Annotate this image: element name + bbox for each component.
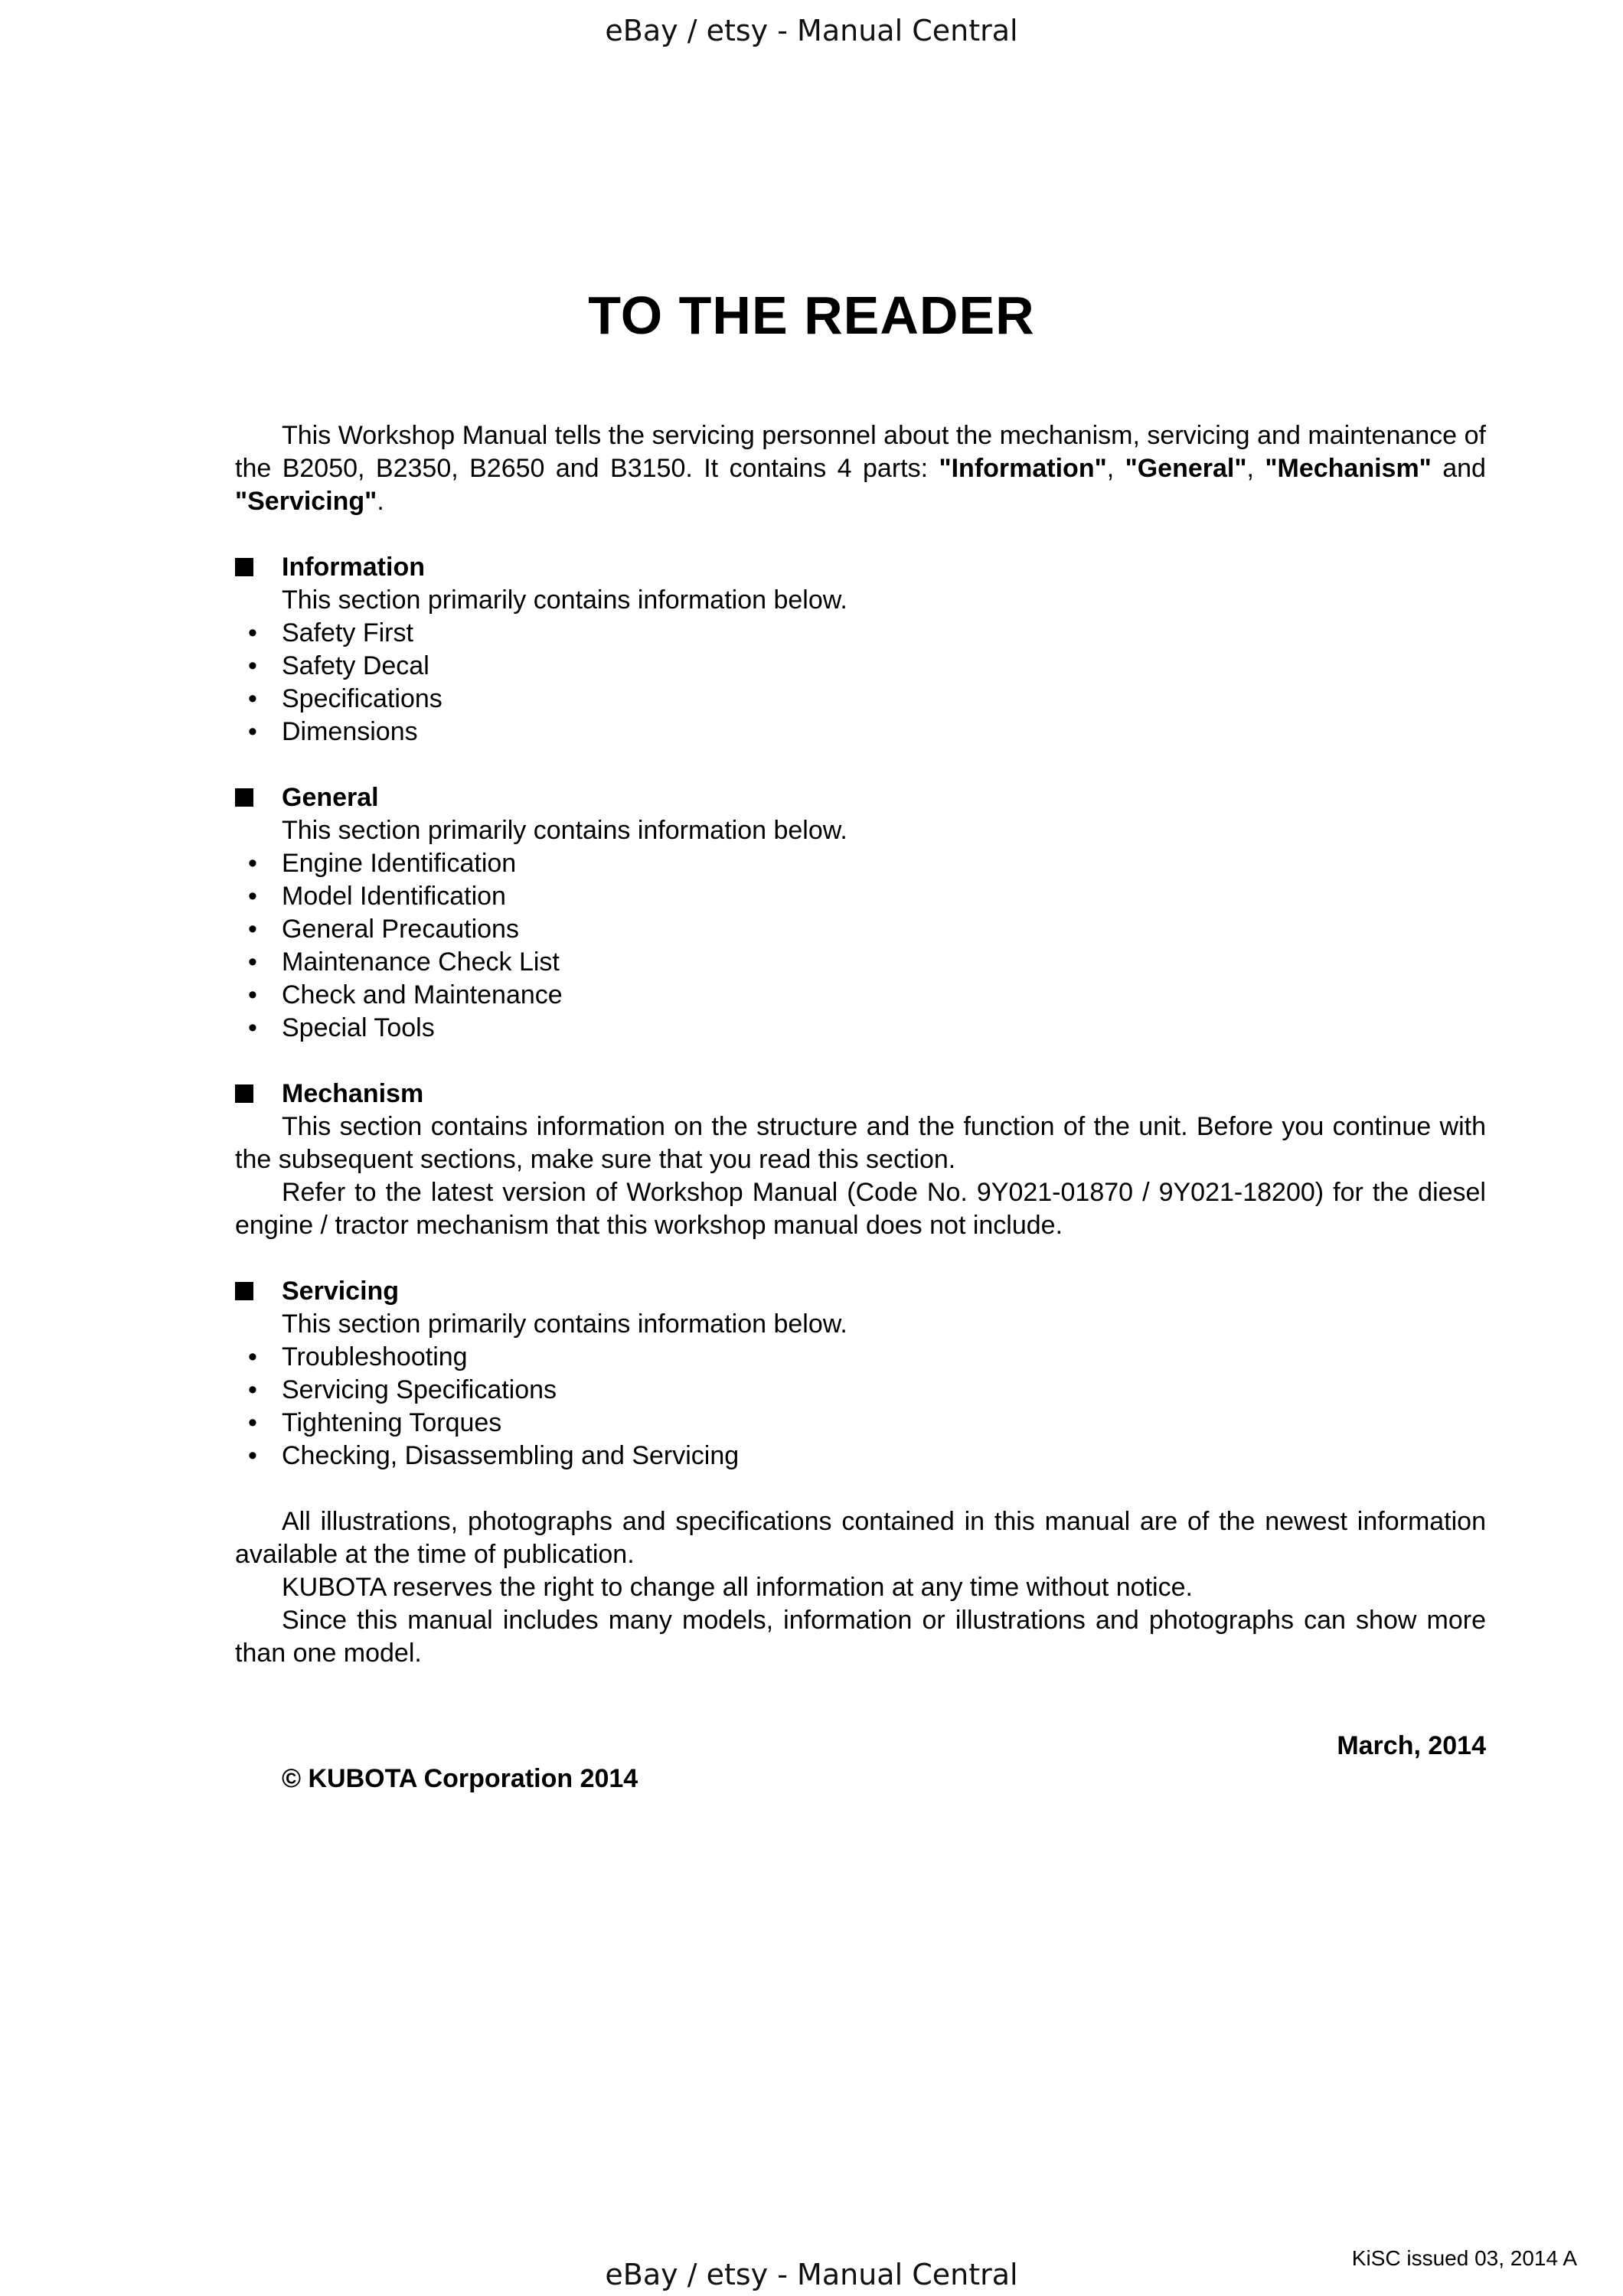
intro-part-mechanism: "Mechanism" bbox=[1265, 454, 1432, 483]
list-item-label: Safety Decal bbox=[282, 651, 429, 680]
intro-sep: , bbox=[1246, 454, 1265, 483]
list-item-label: Tightening Torques bbox=[282, 1408, 502, 1437]
section-intro: This section primarily contains information below. bbox=[282, 585, 847, 615]
watermark-top: eBay / etsy - Manual Central bbox=[605, 14, 1018, 47]
page-title: TO THE READER bbox=[588, 285, 1035, 345]
bullet-icon: • bbox=[248, 1408, 257, 1437]
square-bullet-icon bbox=[235, 1084, 253, 1103]
section-heading-mechanism bbox=[235, 1078, 1486, 1110]
general-list bbox=[235, 847, 1486, 1045]
bullet-icon: • bbox=[248, 1375, 257, 1404]
section-intro: This section primarily contains information below. bbox=[282, 816, 847, 845]
closing-paragraph-1: All illustrations, photographs and specifications contained in this manual are of the newest information available at the time of publication. bbox=[235, 1507, 1486, 1569]
list-item bbox=[235, 979, 1486, 1012]
square-bullet-icon bbox=[235, 788, 253, 807]
bullet-icon: • bbox=[248, 947, 257, 977]
list-item bbox=[235, 847, 1486, 880]
section-heading-general bbox=[235, 781, 1486, 814]
intro-text: This Workshop Manual tells the servicing personnel about the mechanism, servicing and maintenance of the B2050, B2350, B2650 and B3150. It contains 4 parts: bbox=[235, 421, 1486, 483]
list-item-label: Check and Maintenance bbox=[282, 980, 563, 1009]
list-item-label: Model Identification bbox=[282, 882, 506, 911]
list-item bbox=[235, 913, 1486, 946]
mechanism-paragraph-2: Refer to the latest version of Workshop Manual (Code No. 9Y021-01870 / 9Y021-18200) for the diesel engine / tractor mechanism that this workshop manual does not include. bbox=[235, 1178, 1486, 1240]
list-item-label: Maintenance Check List bbox=[282, 947, 560, 977]
square-bullet-icon bbox=[235, 558, 253, 576]
intro-part-general: "General" bbox=[1125, 454, 1247, 483]
section-heading-information bbox=[235, 551, 1486, 584]
main-content bbox=[235, 419, 1486, 1670]
intro-paragraph bbox=[235, 419, 1486, 518]
list-item-label: Special Tools bbox=[282, 1013, 435, 1042]
section-heading-label: Mechanism bbox=[282, 1079, 424, 1108]
list-item bbox=[235, 1374, 1486, 1407]
list-item bbox=[235, 1407, 1486, 1440]
list-item bbox=[235, 716, 1486, 748]
list-item-label: Specifications bbox=[282, 684, 442, 713]
closing-paragraph-3: Since this manual includes many models, information or illustrations and photographs can show more than one model. bbox=[235, 1606, 1486, 1668]
bullet-icon: • bbox=[248, 1342, 257, 1371]
section-heading-servicing bbox=[235, 1275, 1486, 1308]
list-item bbox=[235, 946, 1486, 979]
section-intro: This section primarily contains information below. bbox=[282, 1309, 847, 1339]
list-item-label: Safety First bbox=[282, 618, 413, 647]
list-item-label: Servicing Specifications bbox=[282, 1375, 557, 1404]
section-heading-label: Information bbox=[282, 553, 425, 582]
square-bullet-icon bbox=[235, 1282, 253, 1300]
publication-date: March, 2014 bbox=[1337, 1731, 1486, 1760]
list-item-label: Engine Identification bbox=[282, 849, 517, 878]
list-item bbox=[235, 1440, 1486, 1473]
bullet-icon: • bbox=[248, 1441, 257, 1470]
copyright-notice: © KUBOTA Corporation 2014 bbox=[282, 1764, 638, 1793]
list-item bbox=[235, 1012, 1486, 1045]
intro-sep: , bbox=[1106, 454, 1125, 483]
bullet-icon: • bbox=[248, 1013, 257, 1042]
bullet-icon: • bbox=[248, 717, 257, 746]
section-heading-label: General bbox=[282, 783, 379, 812]
bullet-icon: • bbox=[248, 651, 257, 680]
bullet-icon: • bbox=[248, 849, 257, 878]
list-item-label: Checking, Disassembling and Servicing bbox=[282, 1441, 740, 1470]
list-item bbox=[235, 880, 1486, 913]
bullet-icon: • bbox=[248, 915, 257, 944]
servicing-list bbox=[235, 1341, 1486, 1473]
list-item bbox=[235, 617, 1486, 650]
list-item bbox=[235, 683, 1486, 716]
intro-part-information: "Information" bbox=[939, 454, 1107, 483]
list-item bbox=[235, 650, 1486, 683]
bullet-icon: • bbox=[248, 882, 257, 911]
intro-end: . bbox=[377, 487, 384, 516]
list-item-label: Troubleshooting bbox=[282, 1342, 468, 1371]
mechanism-paragraph-1: This section contains information on the structure and the function of the unit. Before you continue with the subsequent sections, make sure that you read this section. bbox=[235, 1112, 1486, 1174]
section-heading-label: Servicing bbox=[282, 1277, 400, 1306]
closing-paragraph-2: KUBOTA reserves the right to change all information at any time without notice. bbox=[282, 1573, 1193, 1602]
watermark-bottom: eBay / etsy - Manual Central bbox=[605, 2258, 1018, 2291]
information-list bbox=[235, 617, 1486, 748]
issue-code: KiSC issued 03, 2014 A bbox=[1351, 2246, 1577, 2270]
intro-part-servicing: "Servicing" bbox=[235, 487, 377, 516]
list-item-label: Dimensions bbox=[282, 717, 418, 746]
bullet-icon: • bbox=[248, 980, 257, 1009]
bullet-icon: • bbox=[248, 684, 257, 713]
list-item bbox=[235, 1341, 1486, 1374]
list-item-label: General Precautions bbox=[282, 915, 519, 944]
bullet-icon: • bbox=[248, 618, 257, 647]
intro-sep: and bbox=[1431, 454, 1486, 483]
